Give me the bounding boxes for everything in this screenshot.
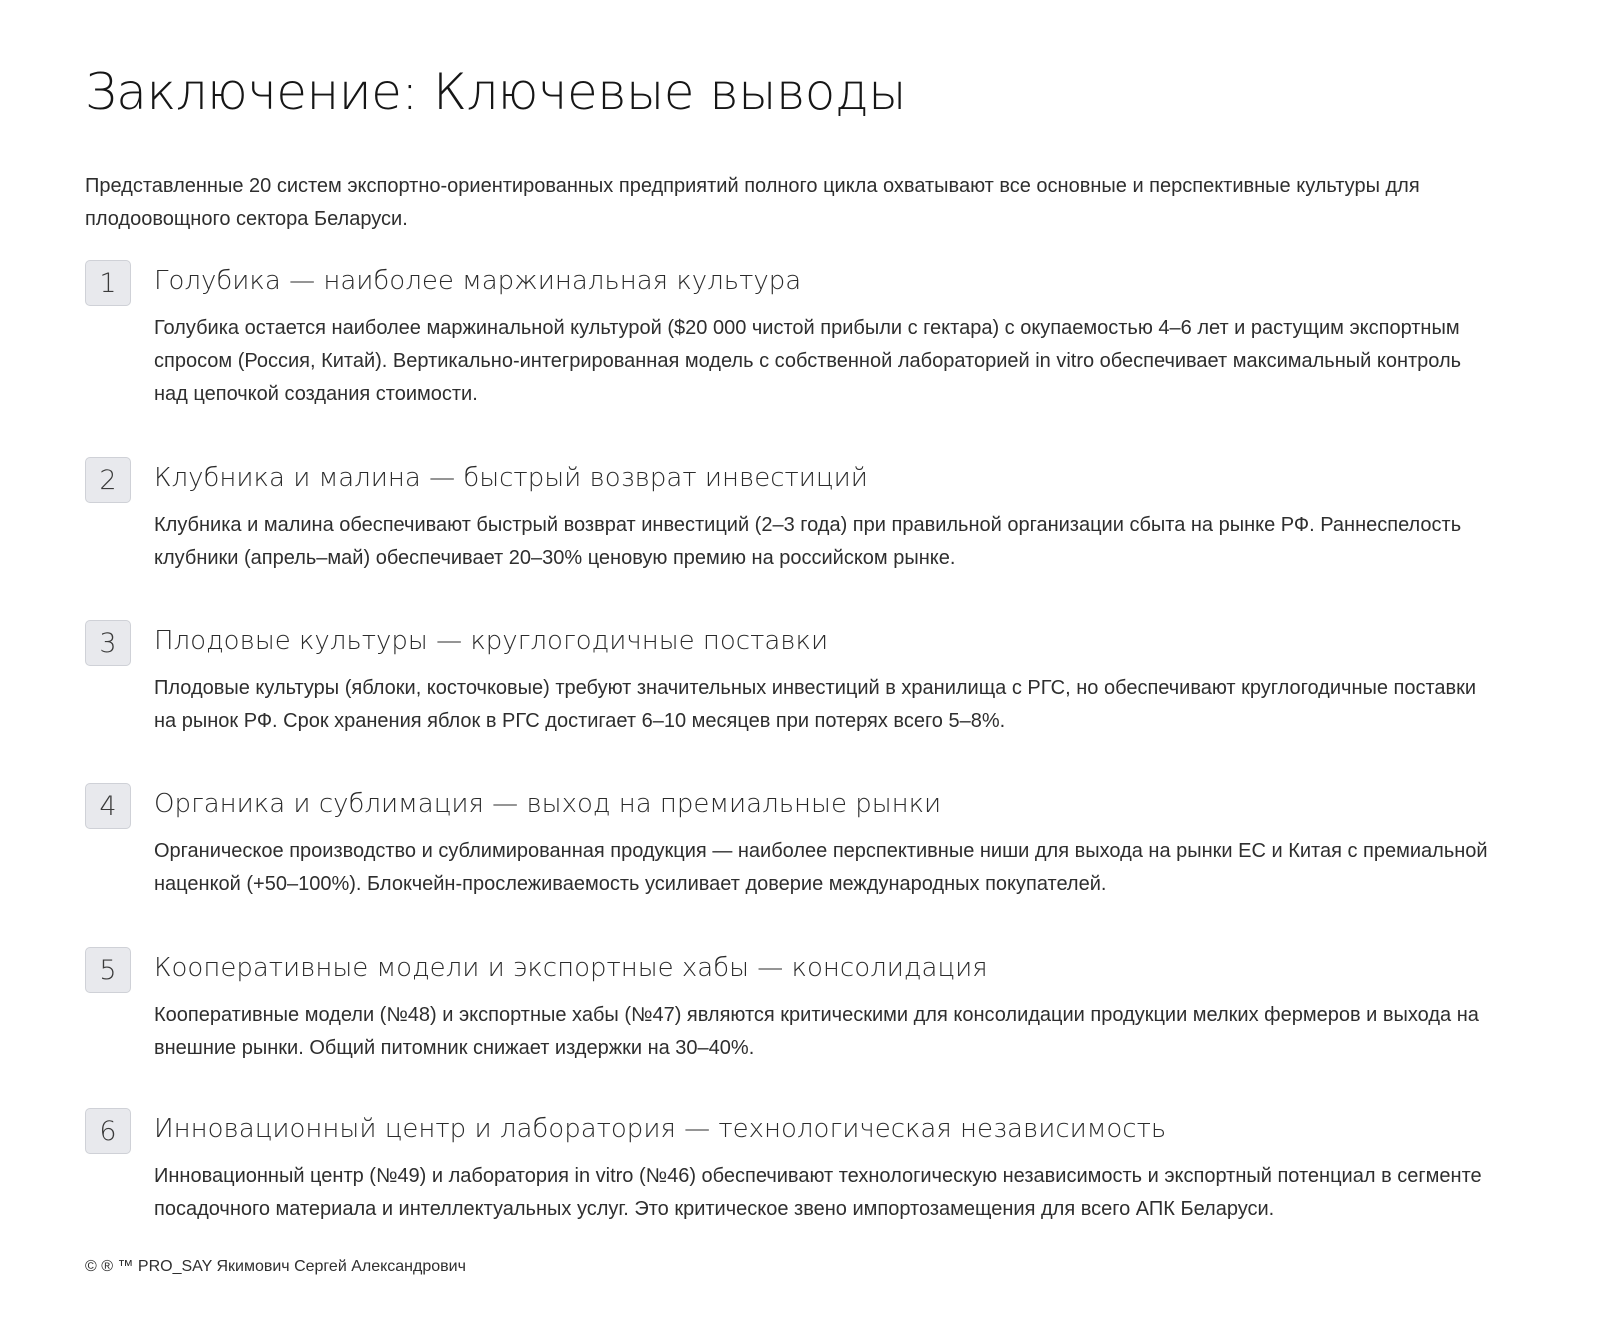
intro-paragraph: Представленные 20 систем экспортно-ориентированных предприятий полного цикла охватывают все основные и перспективные культуры для плодоовощного сектора Беларуси. [85, 175, 1420, 230]
number-badge: 1 [85, 260, 131, 306]
number-badge: 6 [85, 1108, 131, 1154]
item-title: Инновационный центр и лаборатория — технологическая независимость [154, 1114, 1167, 1144]
page-title: Заключение: Ключевые выводы [85, 63, 906, 121]
number-badge: 2 [85, 457, 131, 503]
item-text: Инновационный центр (№49) и лаборатория in vitro (№46) обеспечивают технологическую независимость и экспортный потенциал в сегменте посадочного материала и интеллектуальных услуг. Это критическое звено импортозамещения для всего АПК Беларуси. [154, 1165, 1482, 1220]
number-badge: 4 [85, 783, 131, 829]
item-text: Кооперативные модели (№48) и экспортные хабы (№47) являются критическими для консолидации продукции мелких фермеров и выхода на внешние рынки. Общий питомник снижает издержки на 30–40%. [154, 1004, 1479, 1059]
item-title: Органика и сублимация — выход на премиальные рынки [154, 789, 942, 819]
item-text: Клубника и малина обеспечивают быстрый возврат инвестиций (2–3 года) при правильной организации сбыта на рынке РФ. Раннеспелость клубники (апрель–май) обеспечивает 20–30% ценовую премию на российском рынке. [154, 514, 1462, 569]
item-text: Голубика остается наиболее маржинальной культурой ($20 000 чистой прибыли с гектара) с окупаемостью 4–6 лет и растущим экспортным спросом (Россия, Китай). Вертикально-интегрированная модель с собственной лабораторией in vitro обеспечивает максимальный контроль над цепочкой создания стоимости. [154, 317, 1462, 405]
item-text: Органическое производство и сублимированная продукция — наиболее перспективные ниши для выхода на рынки ЕС и Китая с премиальной наценкой (+50–100%). Блокчейн-прослеживаемость усиливает доверие международных покупателей. [154, 840, 1488, 895]
number-badge: 3 [85, 620, 131, 666]
item-title: Клубника и малина — быстрый возврат инвестиций [154, 463, 868, 493]
item-title: Плодовые культуры — круглогодичные поставки [154, 626, 829, 656]
item-title: Кооперативные модели и экспортные хабы — консолидация [154, 953, 988, 983]
item-text: Плодовые культуры (яблоки, косточковые) требуют значительных инвестиций в хранилища с РГС, но обеспечивают круглогодичные поставки на рынок РФ. Срок хранения яблок в РГС достигает 6–10 месяцев при потерях всего 5–8%. [154, 677, 1477, 732]
number-badge: 5 [85, 947, 131, 993]
item-title: Голубика — наиболее маржинальная культура [154, 266, 802, 296]
copyright-footer: © ® ™ PRO_SAY Якимович Сергей Александрович [85, 1258, 466, 1275]
